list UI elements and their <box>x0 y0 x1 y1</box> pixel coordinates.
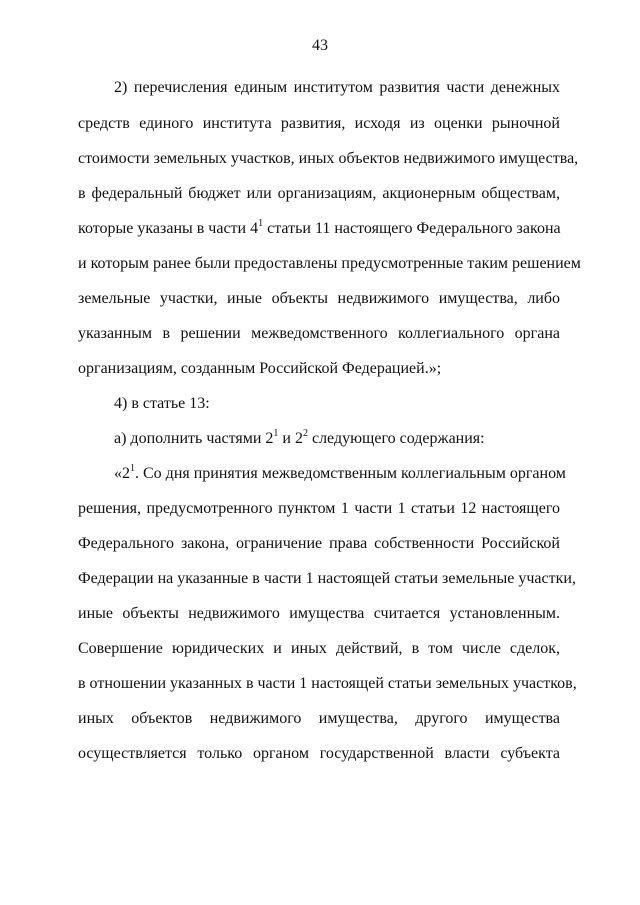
text-segment: которые указаны в части 4 <box>78 220 259 237</box>
text-line: и которым ранее были предоставлены предусмотренные таким решением <box>78 255 581 272</box>
text-line: осуществляется только органом государственной власти субъекта <box>78 745 560 762</box>
superscript: 1 <box>273 427 279 439</box>
text-line: Федерации на указанные в части 1 настоящей статьи земельные участки, <box>78 570 576 587</box>
page-number: 43 <box>312 37 328 54</box>
text-line <box>114 462 566 484</box>
text-line: Федерального закона, ограничение права собственности Российской <box>78 535 560 552</box>
text-line: 2) перечисления единым институтом развития части денежных <box>114 79 560 96</box>
text-segment: «2 <box>114 465 130 482</box>
text-line: средств единого института развития, исходя из оценки рыночной <box>78 115 560 132</box>
text-segment: . Со дня принятия межведомственным коллегиальным органом <box>135 465 566 482</box>
text-line: иных объектов недвижимого имущества, другого имущества <box>78 710 560 727</box>
text-line: 4) в статье 13: <box>114 395 210 412</box>
text-line: решения, предусмотренного пунктом 1 части 1 статьи 12 настоящего <box>78 500 560 517</box>
superscript: 1 <box>258 217 264 229</box>
text-segment: статьи 11 настоящего Федерального закона <box>263 220 561 237</box>
text-segment: а) дополнить частями 2 <box>114 430 274 447</box>
text-line <box>78 219 560 239</box>
text-line: указанным в решении межведомственного коллегиального органа <box>78 325 560 342</box>
text-line: Совершение юридических и иных действий, в том числе сделок, <box>78 640 560 657</box>
superscript: 2 <box>302 427 308 439</box>
text-line: в отношении указанных в части 1 настоящей статьи земельных участков, <box>78 675 577 692</box>
superscript: 1 <box>130 462 135 474</box>
text-line <box>114 429 560 449</box>
text-segment: следующего содержания: <box>307 430 485 447</box>
text-line: земельные участки, иные объекты недвижимого имущества, либо <box>78 290 560 307</box>
text-line: в федеральный бюджет или организациям, акционерным обществам, <box>78 185 560 202</box>
text-line: стоимости земельных участков, иных объектов недвижимого имущества, <box>78 150 579 167</box>
text-line: иные объекты недвижимого имущества считается установленным. <box>78 605 560 622</box>
text-segment: и 2 <box>278 430 303 447</box>
text-line: организациям, созданным Российской Федерацией.»; <box>78 360 442 377</box>
